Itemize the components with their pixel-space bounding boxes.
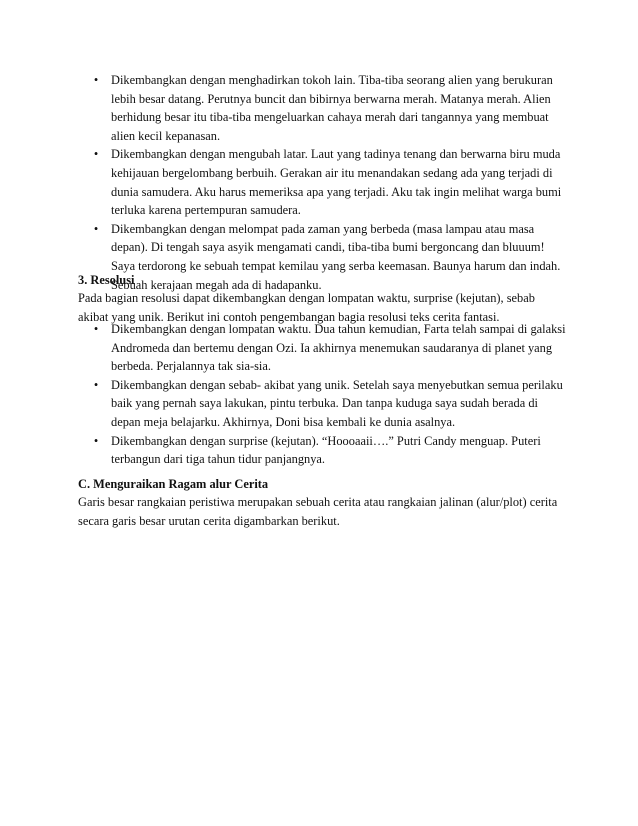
menguraikan-heading: C. Menguraikan Ragam alur Cerita [78,477,269,491]
bullet-icon: • [93,322,99,336]
list-item-text: Dikembangkan dengan surprise (kejutan). “Hoooaaii….” Putri Candy menguap. Puteri terbangun dari tiga tahun tidur panjangnya. [111,433,541,467]
bullet-icon: • [93,73,99,87]
menguraikan-paragraph: Garis besar rangkaian peristiwa merupakan sebuah cerita atau rangkaian jalinan (alur/plot) cerita secara garis besar urutan cerita digambarkan berikut. [78,495,558,528]
list-item [78,320,570,376]
list-item [78,71,570,145]
list-item [78,220,570,294]
list-item-text: Dikembangkan dengan sebab- akibat yang unik. Setelah saya menyebutkan semua perilaku baik yang pernah saya lakukan, pintu terbuka. Dan tanpa kuduga saya sudah berada di depan meja belajarku. Akhirnya, Doni bisa kembali ke dunia asalnya. [111,377,563,429]
list-item-text: Dikembangkan dengan menghadirkan tokoh lain. Tiba-tiba seorang alien yang berukuran lebih besar datang. Perutnya buncit dan bibirnya berwarna merah. Matanya merah. Alien berhidung besar itu tiba-tiba mengeluarkan cahaya merah dari tangannya yang membuat alien kecil kepanasan. [111,73,553,143]
bullet-icon: • [93,433,99,448]
bullet-icon: • [93,221,99,236]
bullet-icon: • [93,147,99,162]
resolusi-bullet-list [78,320,570,469]
list-item [78,432,570,469]
list-item [78,145,570,219]
development-bullet-list [78,71,570,294]
list-item [78,376,570,432]
list-item-text: Dikembangkan dengan melompat pada zaman yang berbeda (masa lampau atau masa depan). Di tengah saya asyik mengamati candi, tiba-tiba bumi bergoncang dan bluuum! Saya terdorong ke sebuah tempat kemilau yang serba keemasan. Baunya harum dan indah. Sebuah kerajaan megah ada di hadapanku. [111,221,561,292]
list-item-text: Dikembangkan dengan lompatan waktu. Dua tahun kemudian, Farta telah sampai di galaksi Andromeda dan bertemu dengan Ozi. Ia akhirnya menemukan saudaranya di planet yang berbeda. Perjalannya tak sia-sia. [111,322,566,374]
resolusi-paragraph: Pada bagian resolusi dapat dikembangkan dengan lompatan waktu, surprise (kejutan), sebab akibat yang unik. Berikut ini contoh pengembangan bagia resolusi teks cerita fantasi. [78,291,535,324]
resolusi-heading: 3. Resolusi [78,273,135,287]
list-item-text: Dikembangkan dengan mengubah latar. Laut yang tadinya tenang dan berwarna biru muda kehijauan bergelombang berbuih. Gerakan air itu menandakan sedang ada yang terjadi di dunia samudera. Aku harus memeriksa apa yang terjadi. Aku tak ingin melihat warga bumi terluka karena pertempuran samudera. [111,147,562,218]
bullet-icon: • [93,377,99,392]
